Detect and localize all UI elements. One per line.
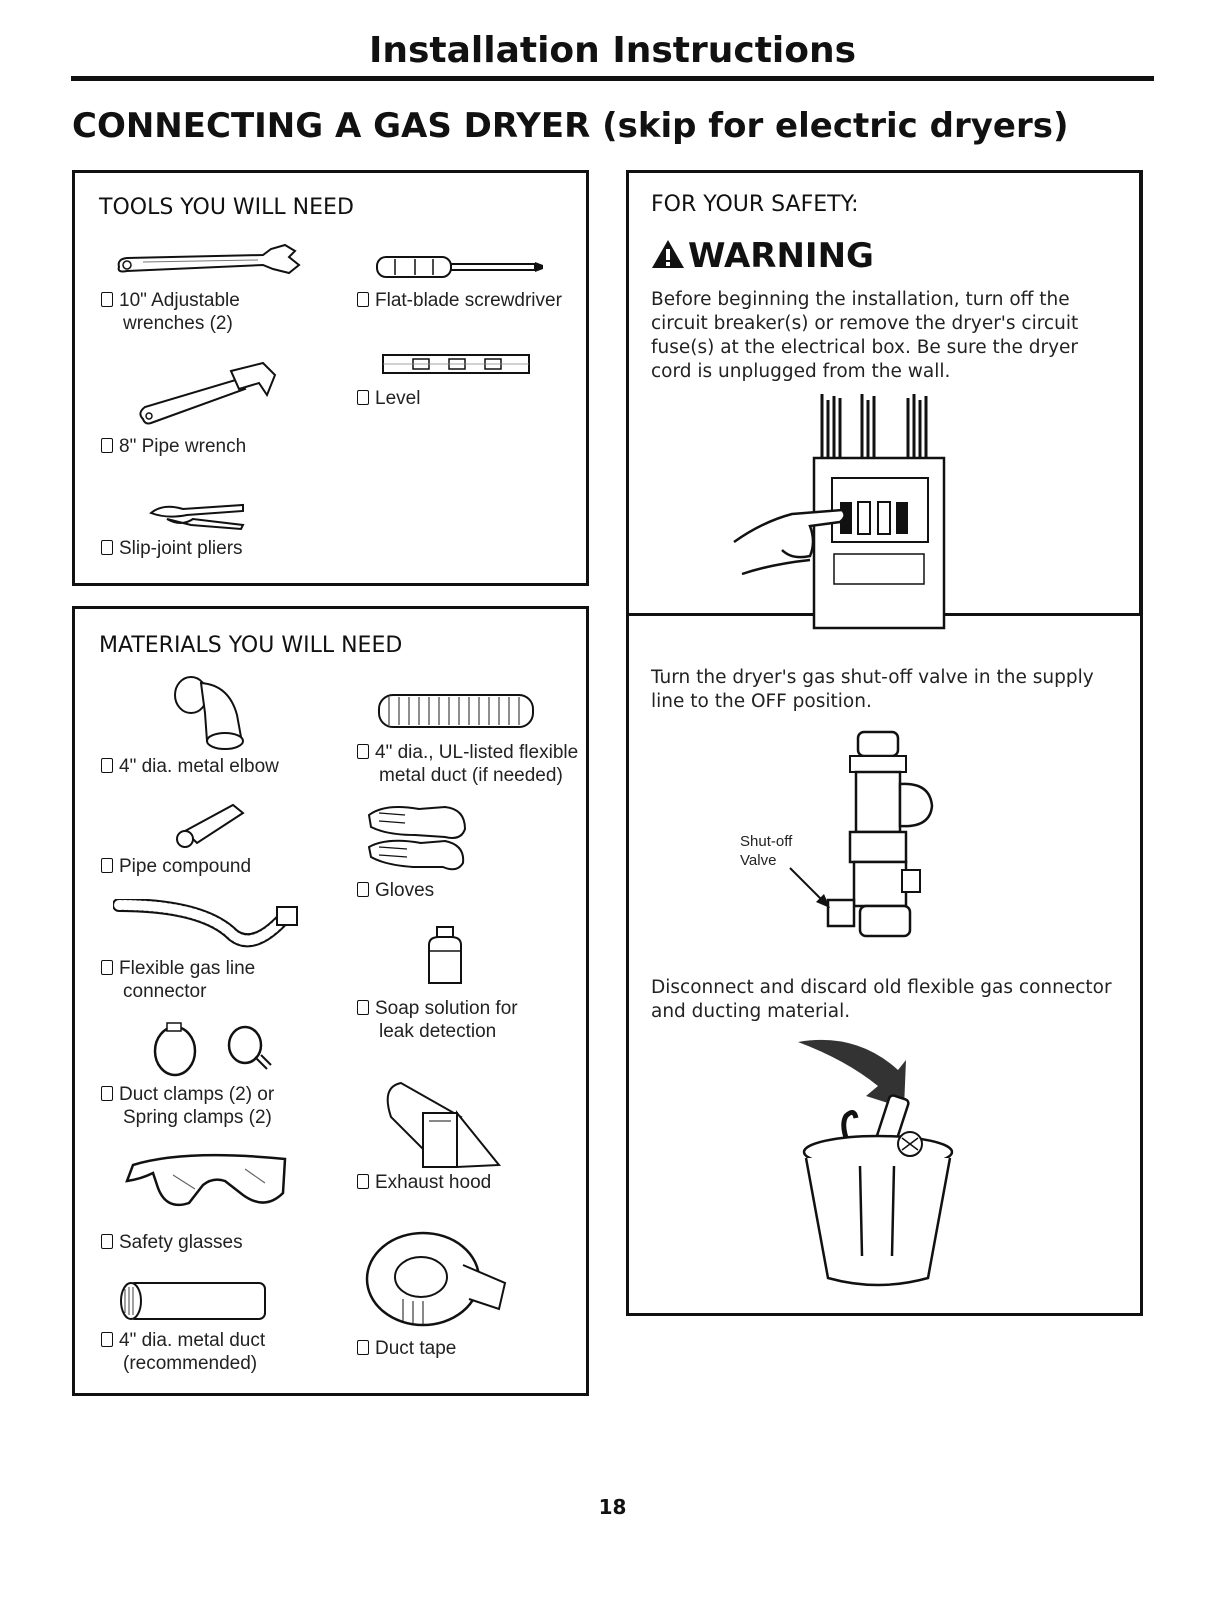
checkbox-icon (101, 292, 113, 307)
item-label: 10" Adjustable (119, 290, 240, 311)
checkbox-icon (357, 882, 369, 897)
level-icon (381, 351, 531, 377)
flexible-duct-icon (373, 693, 539, 729)
item-label: Level (375, 388, 421, 409)
warning-triangle-icon (651, 239, 685, 269)
item-label: metal duct (if needed) (379, 765, 563, 786)
checkbox-icon (101, 540, 113, 555)
checkbox-icon (101, 1332, 113, 1347)
item-label: (recommended) (123, 1353, 258, 1374)
materials-title: MATERIALS YOU WILL NEED (99, 633, 403, 658)
item-label: Duct tape (375, 1338, 457, 1359)
item-label: 4" dia. metal elbow (119, 756, 279, 777)
checkbox-icon (101, 1234, 113, 1249)
adjustable-wrench-icon (113, 241, 303, 281)
tools-title: TOOLS YOU WILL NEED (99, 195, 354, 220)
shut-off-valve-icon (820, 730, 940, 942)
checkbox-icon (357, 292, 369, 307)
material-metal-elbow (101, 755, 279, 778)
pipe-compound-icon (171, 801, 251, 851)
checkbox-icon (357, 1174, 369, 1189)
material-exhaust-hood (357, 1171, 491, 1194)
screwdriver-icon (375, 253, 545, 281)
safety-glasses-icon (125, 1145, 295, 1215)
tool-pliers (101, 537, 243, 560)
checkbox-icon (101, 1086, 113, 1101)
item-label: Flexible gas line (119, 958, 256, 979)
metal-elbow-icon (171, 675, 251, 755)
header-rule (71, 76, 1154, 81)
valve-pointer-arrow-icon (786, 864, 836, 914)
material-pipe-compound (101, 855, 251, 878)
item-label: Pipe compound (119, 856, 252, 877)
exhaust-hood-icon (371, 1077, 511, 1177)
checkbox-icon (357, 744, 369, 759)
material-duct-tape (357, 1337, 456, 1360)
item-label: Flat-blade screwdriver (375, 290, 562, 311)
material-metal-duct (101, 1329, 265, 1375)
checkbox-icon (101, 438, 113, 453)
tool-level (357, 387, 420, 410)
item-label: leak detection (379, 1021, 497, 1042)
tool-adjustable-wrenches (101, 289, 240, 335)
tool-pipe-wrench (101, 435, 246, 458)
checkbox-icon (101, 758, 113, 773)
section-title: CONNECTING A GAS DRYER (skip for electric dryers) (72, 106, 1069, 146)
checkbox-icon (357, 1000, 369, 1015)
duct-tape-icon (363, 1229, 513, 1329)
checkbox-icon (357, 390, 369, 405)
item-label: Slip-joint pliers (119, 538, 243, 559)
materials-box (72, 606, 589, 1396)
material-flexible-duct (357, 741, 578, 787)
item-label: Spring clamps (2) (123, 1107, 272, 1128)
checkbox-icon (357, 1340, 369, 1355)
caption-line: Valve (740, 852, 777, 869)
tool-screwdriver (357, 289, 562, 312)
page-header: Installation Instructions (368, 30, 857, 71)
checkbox-icon (101, 960, 113, 975)
duct-clamps-icon (149, 1019, 289, 1079)
discard-trash-can-icon (786, 1036, 966, 1292)
gloves-icon (365, 801, 471, 873)
pipe-wrench-icon (135, 361, 285, 431)
warning-heading (651, 236, 874, 276)
page-number: 18 (598, 1495, 627, 1519)
material-gas-line (101, 957, 255, 1003)
item-label: Soap solution for (375, 998, 518, 1019)
item-label: Exhaust hood (375, 1172, 492, 1193)
gas-line-connector-icon (113, 899, 303, 959)
safety-paragraph-2: Turn the dryer's gas shut-off valve in the supply line to the OFF position. (651, 667, 1094, 712)
warning-label: WARNING (688, 236, 874, 276)
pliers-icon (147, 499, 247, 531)
material-clamps (101, 1083, 274, 1129)
breaker-box-icon (732, 392, 952, 632)
item-label: Gloves (375, 880, 435, 901)
item-label: 4" dia. metal duct (119, 1330, 266, 1351)
item-label: Duct clamps (2) or (119, 1084, 275, 1105)
material-soap-solution (357, 997, 518, 1043)
caption-line: Shut-off (740, 833, 793, 850)
item-label: wrenches (2) (123, 313, 233, 334)
checkbox-icon (101, 858, 113, 873)
item-label: Safety glasses (119, 1232, 243, 1253)
material-safety-glasses (101, 1231, 243, 1254)
soap-bottle-icon (425, 925, 465, 987)
safety-paragraph-1: Before beginning the installation, turn off the circuit breaker(s) or remove the dryer's circuit fuse(s) at the electrical box. Be sure the dryer cord is unplugged from the wall. (651, 289, 1079, 382)
metal-duct-icon (115, 1279, 271, 1323)
item-label: 4" dia., UL-listed flexible (375, 742, 579, 763)
item-label: connector (123, 981, 207, 1002)
safety-title: FOR YOUR SAFETY: (651, 192, 859, 217)
item-label: 8" Pipe wrench (119, 436, 247, 457)
tools-box (72, 170, 589, 586)
material-gloves (357, 879, 434, 902)
shut-off-valve-label (740, 832, 792, 870)
safety-paragraph-3: Disconnect and discard old flexible gas connector and ducting material. (651, 977, 1112, 1022)
